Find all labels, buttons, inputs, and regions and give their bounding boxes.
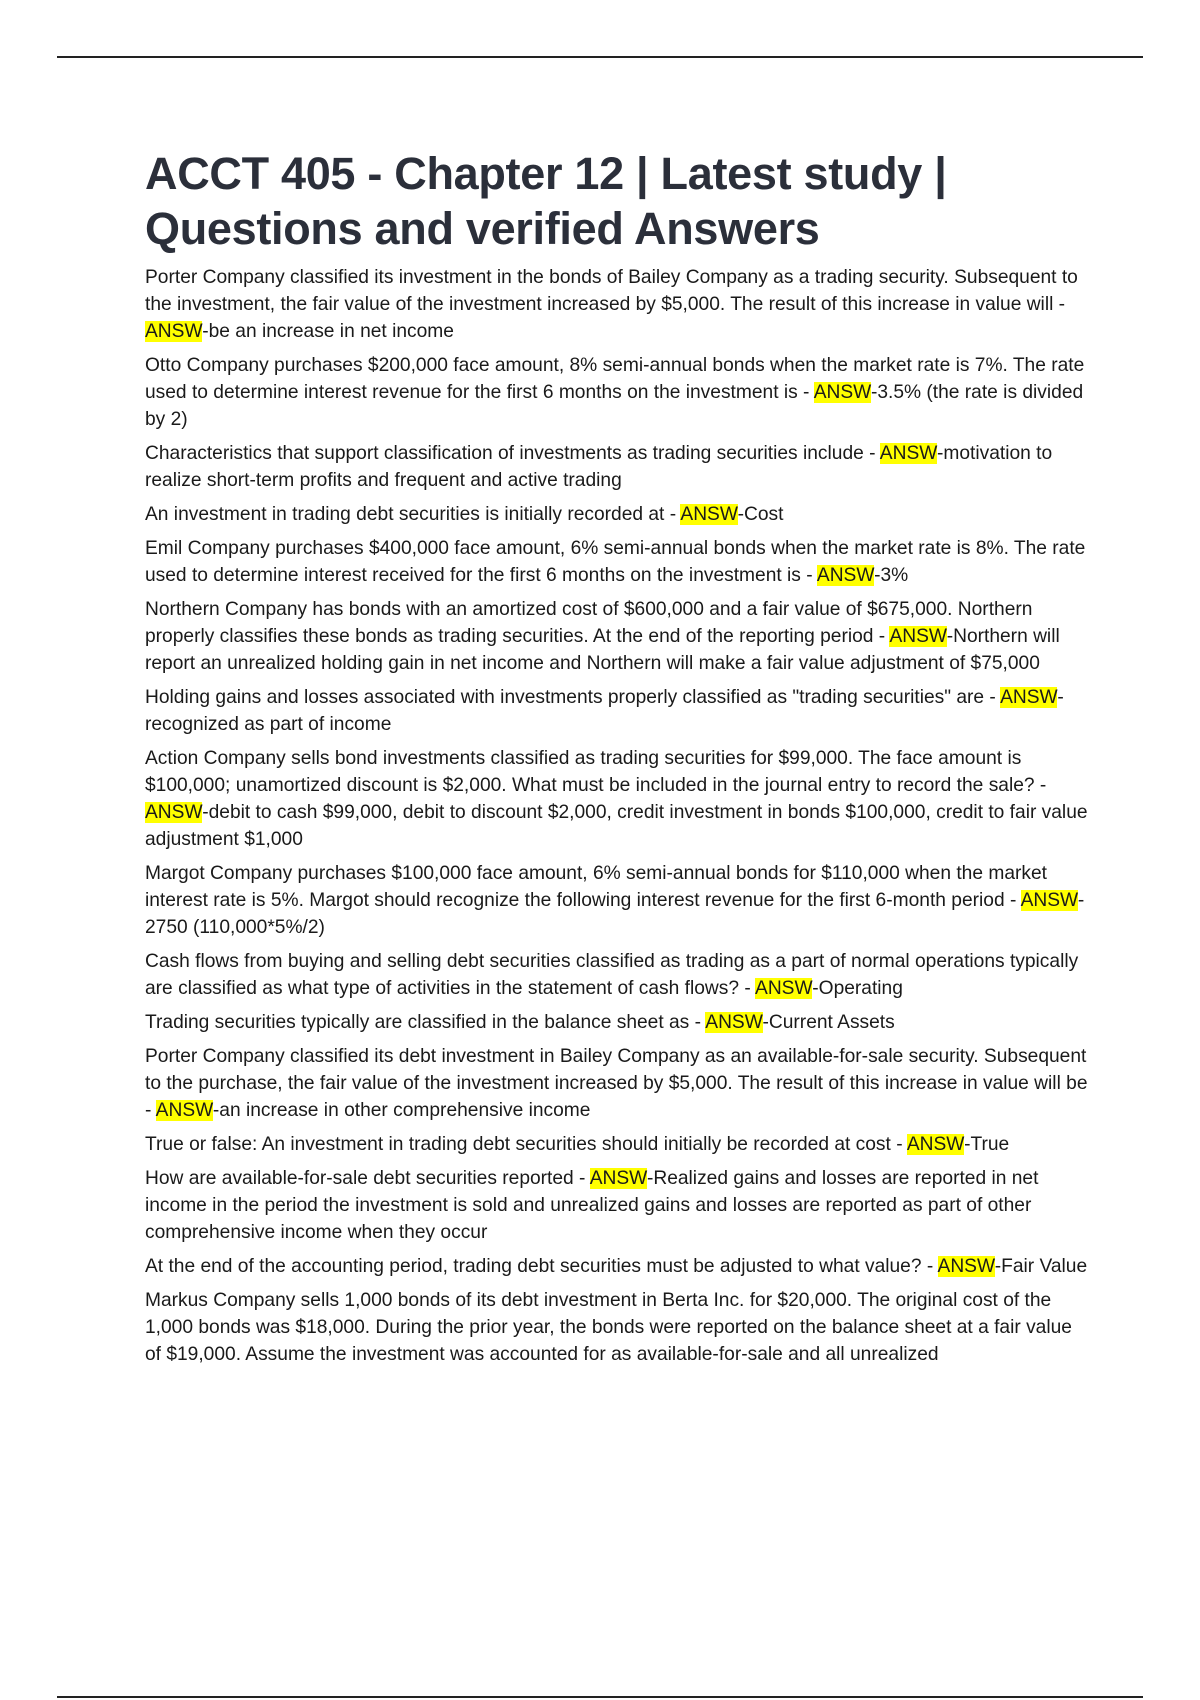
question-text: Northern Company has bonds with an amortized cost of $600,000 and a fair value of $675,000. Northern properly classifies these bonds as trading securities. At the end of the reporting period - — [145, 599, 1033, 647]
qa-item — [145, 535, 1090, 589]
qa-item — [145, 596, 1090, 677]
qa-item — [145, 1287, 1090, 1368]
question-text: True or false: An investment in trading debt securities should initially be recorded at cost - — [145, 1134, 907, 1155]
question-text: Porter Company classified its investment in the bonds of Bailey Company as a trading security. Subsequent to the investment, the fair value of the investment increased by $5,000. The result of this increase in value will - — [145, 267, 1078, 315]
answer-text: -Cost — [737, 504, 784, 525]
qa-item — [145, 440, 1090, 494]
answer-text: -Operating — [812, 978, 903, 999]
answer-tag: ANSW — [1020, 890, 1078, 911]
document-body — [145, 146, 1090, 1375]
answer-tag: ANSW — [889, 626, 947, 647]
answer-tag: ANSW — [680, 504, 738, 525]
answer-text: -an increase in other comprehensive income — [212, 1100, 591, 1121]
qa-item — [145, 684, 1090, 738]
answer-text: -Fair Value — [994, 1256, 1088, 1277]
answer-tag: ANSW — [1000, 687, 1058, 708]
answer-text: -Northern will report an unrealized holding gain in net income and Northern will make a fair value adjustment of $75,000 — [145, 626, 1060, 674]
qa-item — [145, 501, 1090, 528]
document-title: ACCT 405 - Chapter 12 | Latest study | Questions and verified Answers — [145, 148, 947, 254]
question-text: At the end of the accounting period, trading debt securities must be adjusted to what value? - — [145, 1256, 938, 1277]
qa-item — [145, 1253, 1090, 1280]
qa-item — [145, 745, 1090, 853]
question-text: Markus Company sells 1,000 bonds of its debt investment in Berta Inc. for $20,000. The original cost of the 1,000 bonds was $18,000. During the prior year, the bonds were reported on the balance sheet at a fair value of $19,000. Assume the investment was accounted for as available-for-sale and all unrealized — [145, 1290, 1072, 1365]
answer-tag: ANSW — [145, 321, 203, 342]
answer-text: -Realized gains and losses are reported in net income in the period the investment is sold and unrealized gains and losses are reported as part of other comprehensive income when they occur — [145, 1168, 1039, 1243]
qa-item — [145, 264, 1090, 345]
answer-text: -recognized as part of income — [145, 687, 1064, 735]
answer-text: -Current Assets — [762, 1012, 895, 1033]
question-text: Holding gains and losses associated with investments properly classified as "trading securities" are - — [145, 687, 1001, 708]
answer-text: -motivation to realize short-term profits and frequent and active trading — [145, 443, 1053, 491]
question-text: Cash flows from buying and selling debt securities classified as trading as a part of normal operations typically are classified as what type of activities in the statement of cash flows? - — [145, 951, 1079, 999]
qa-item — [145, 1165, 1090, 1246]
footer-rule — [57, 1696, 1143, 1698]
answer-tag: ANSW — [155, 1100, 213, 1121]
question-text: Otto Company purchases $200,000 face amount, 8% semi-annual bonds when the market rate is 7%. The rate used to determine interest revenue for the first 6 months on the investment is - — [145, 355, 1085, 403]
qa-item — [145, 1131, 1090, 1158]
question-text: How are available-for-sale debt securities reported - — [145, 1168, 590, 1189]
question-text: Emil Company purchases $400,000 face amount, 6% semi-annual bonds when the market rate is 8%. The rate used to determine interest received for the first 6 months on the investment is - — [145, 538, 1086, 586]
qa-item — [145, 860, 1090, 941]
question-text: Margot Company purchases $100,000 face amount, 6% semi-annual bonds for $110,000 when the market interest rate is 5%. Margot should recognize the following interest revenue for the first 6-month period - — [145, 863, 1047, 911]
question-text: Characteristics that support classification of investments as trading securities include - — [145, 443, 880, 464]
answer-tag: ANSW — [589, 1168, 647, 1189]
question-text: An investment in trading debt securities is initially recorded at - — [145, 504, 681, 525]
answer-text: -3% — [874, 565, 909, 586]
header-rule — [57, 56, 1143, 58]
answer-text: -3.5% (the rate is divided by 2) — [145, 382, 1084, 430]
qa-item — [145, 352, 1090, 433]
answer-text: -2750 (110,000*5%/2) — [145, 890, 1085, 938]
answer-tag: ANSW — [705, 1012, 763, 1033]
answer-tag: ANSW — [906, 1134, 965, 1155]
answer-tag: ANSW — [879, 443, 938, 464]
answer-tag: ANSW — [816, 565, 875, 586]
qa-item — [145, 1043, 1090, 1124]
question-text: Action Company sells bond investments classified as trading securities for $99,000. The face amount is $100,000; unamortized discount is $2,000. What must be included in the journal entry to record the sale? - — [145, 748, 1047, 796]
answer-text: -True — [964, 1134, 1010, 1155]
qa-item — [145, 1009, 1090, 1036]
answer-tag: ANSW — [145, 802, 203, 823]
answer-text: -be an increase in net income — [202, 321, 454, 342]
answer-text: -debit to cash $99,000, debit to discount $2,000, credit investment in bonds $100,000, credit to fair value adjustment $1,000 — [145, 802, 1088, 850]
answer-tag: ANSW — [813, 382, 871, 403]
qa-item — [145, 948, 1090, 1002]
question-text: Porter Company classified its debt investment in Bailey Company as an available-for-sale security. Subsequent to the purchase, the fair value of the investment increased by $5,000. The result of this increase in value will be - — [145, 1046, 1088, 1121]
answer-tag: ANSW — [755, 978, 813, 999]
answer-tag: ANSW — [937, 1256, 995, 1277]
question-text: Trading securities typically are classified in the balance sheet as - — [145, 1012, 706, 1033]
